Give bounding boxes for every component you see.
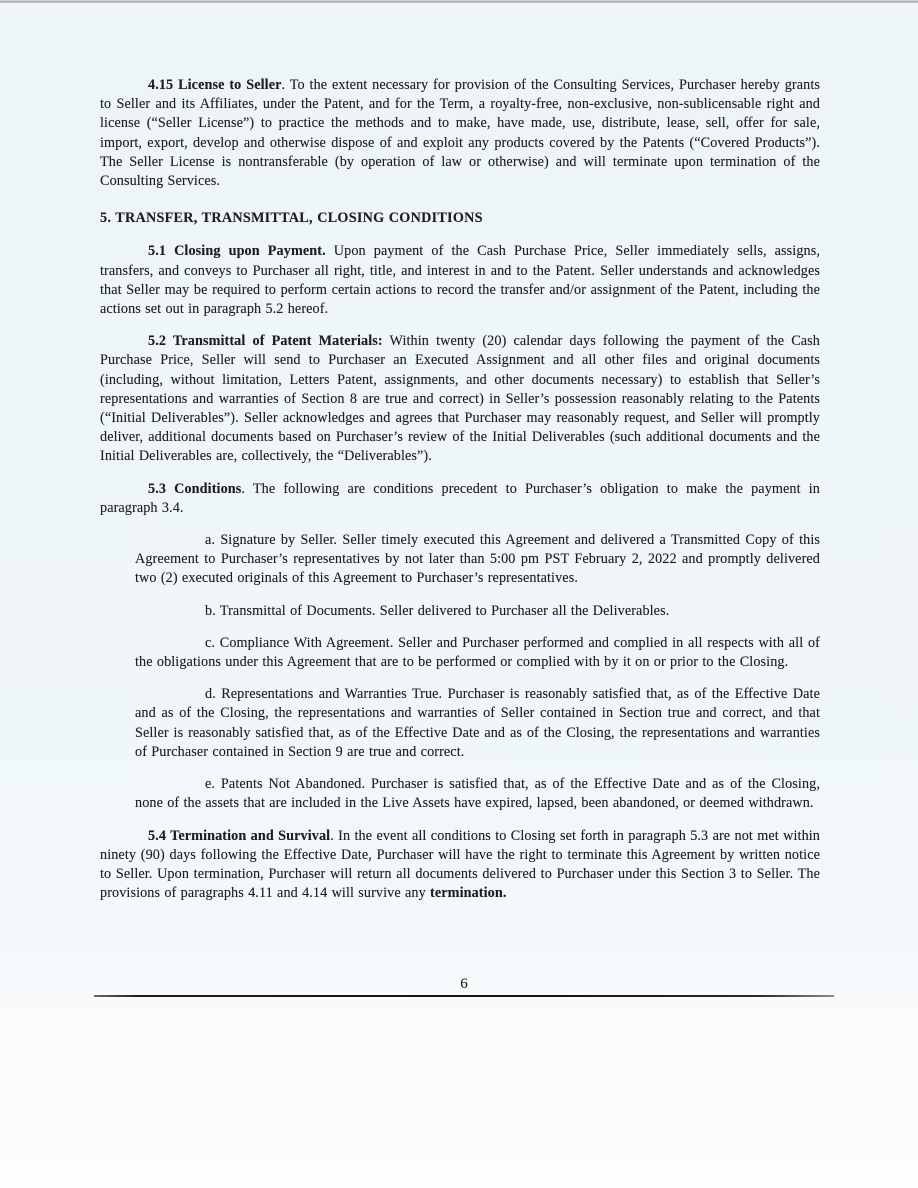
bold-run: 5.1 Closing upon Payment. [148, 243, 326, 260]
subparagraph-e-patents-not-abandoned [135, 775, 820, 813]
paragraph-5-2-transmittal-of-patent-materials [100, 332, 820, 466]
text-run: Within twenty (20) calendar days following the payment of the Cash Purchase Price, Seller will send to Purchaser an Executed Assignment and all other files and original documents (including, without limitation, Letters Patent, assignments, and other documents necessary) to establish that Seller’s representations and warranties of Section 8 are true and correct) in Seller’s possession reasonably relating to the Patents (“Initial Deliverables”). Seller acknowledges and agrees that Purchaser may reasonably request, and Seller will promptly deliver, additional documents based on Purchaser’s review of the Initial Deliverables (such additional documents and the Initial Deliverables are, collectively, the “Deliverables”). [100, 333, 820, 465]
page-footer [94, 974, 834, 997]
text-run: d. Representations and Warranties True. Purchaser is reasonably satisfied that, as of the Effective Date and as of the Closing, the representations and warranties of Seller contained in Section true and correct, and that Seller is reasonably satisfied that, as of the Effective Date and as of the Closing, the representations and warranties of Purchaser contained in Section 9 are true and correct. [135, 686, 820, 760]
bold-run: 4.15 License to Seller [148, 77, 282, 93]
bold-run: 5.2 Transmittal of Patent Materials: [148, 333, 383, 350]
subparagraph-b-transmittal-of-documents [135, 602, 820, 621]
text-run: b. Transmittal of Documents. Seller delivered to Purchaser all the Deliverables. [205, 602, 670, 619]
text-run: Upon payment of the Cash Purchase Price, Seller immediately sells, assigns, transfers, and conveys to Purchaser all right, title, and interest in and to the Patent. Seller understands and acknowledges that Seller may be required to perform certain actions to record the transfer and/or assignment of the Patent, including the actions set out in paragraph 5.2 hereof. [100, 243, 820, 318]
text-run: a. Signature by Seller. Seller timely executed this Agreement and delivered a Transmitted Copy of this Agreement to Purchaser’s representatives by not later than 5:00 pm PST February 2, 2022 and promptly delivered two (2) executed originals of this Agreement to Purchaser’s representatives. [135, 532, 820, 587]
footer-rule [94, 995, 834, 997]
text-run: e. Patents Not Abandoned. Purchaser is satisfied that, as of the Effective Date and as of the Closing, none of the assets that are included in the Live Assets have expired, lapsed, been abandoned, or deemed withdrawn. [135, 776, 820, 812]
subparagraph-a-signature-by-seller [135, 531, 820, 589]
subparagraph-d-representations-and-warranties-true [135, 685, 820, 762]
page-body [100, 76, 820, 916]
subparagraph-c-compliance-with-agreement [135, 634, 820, 672]
bold-run: 5.4 Termination and Survival [148, 827, 331, 844]
text-run: . The following are conditions precedent to Purchaser’s obligation to make the payment in paragraph 3.4. [100, 480, 821, 516]
text-run: . To the extent necessary for provision of the Consulting Services, Purchaser hereby grants to Seller and its Affiliates, under the Patent, and for the Term, a royalty-free, non-exclusive, non-sublicensable right and license (“Seller License”) to practice the methods and to make, have made, use, distribute, lease, sell, offer for sale, import, export, develop and otherwise dispose of and exploit any products covered by the Patents (“Covered Products”). The Seller License is nontransferable (by operation of law or otherwise) and will terminate upon termination of the Consulting Services. [100, 77, 820, 190]
text-run: . In the event all conditions to Closing set forth in paragraph 5.3 are not met within ninety (90) days following the Effective Date, Purchaser will have the right to terminate this Agreement by written notice to Seller. Upon termination, Purchaser will return all documents delivered to Purchaser under this Section 3 to Seller. The provisions of paragraphs 4.11 and 4.14 will survive any [100, 827, 820, 902]
paragraph-5-3-conditions [100, 480, 820, 518]
page-number: 6 [460, 976, 468, 992]
bold-run: 5.3 Conditions [148, 480, 242, 497]
paragraph-5-4-termination-and-survival [100, 827, 820, 904]
text-run: c. Compliance With Agreement. Seller and Purchaser performed and complied in all respects with all of the obligations under this Agreement that are to be performed or complied with by it on or prior to the Closing. [135, 634, 820, 671]
scan-edge-top [0, 0, 918, 3]
bold-run: termination. [430, 885, 507, 902]
paragraph-5-1-closing-upon-payment [100, 242, 820, 319]
bold-run: 5. TRANSFER, TRANSMITTAL, CLOSING CONDITIONS [100, 210, 483, 227]
paragraph-4-15-license-to-seller [100, 76, 820, 191]
heading-section-5 [100, 209, 820, 228]
